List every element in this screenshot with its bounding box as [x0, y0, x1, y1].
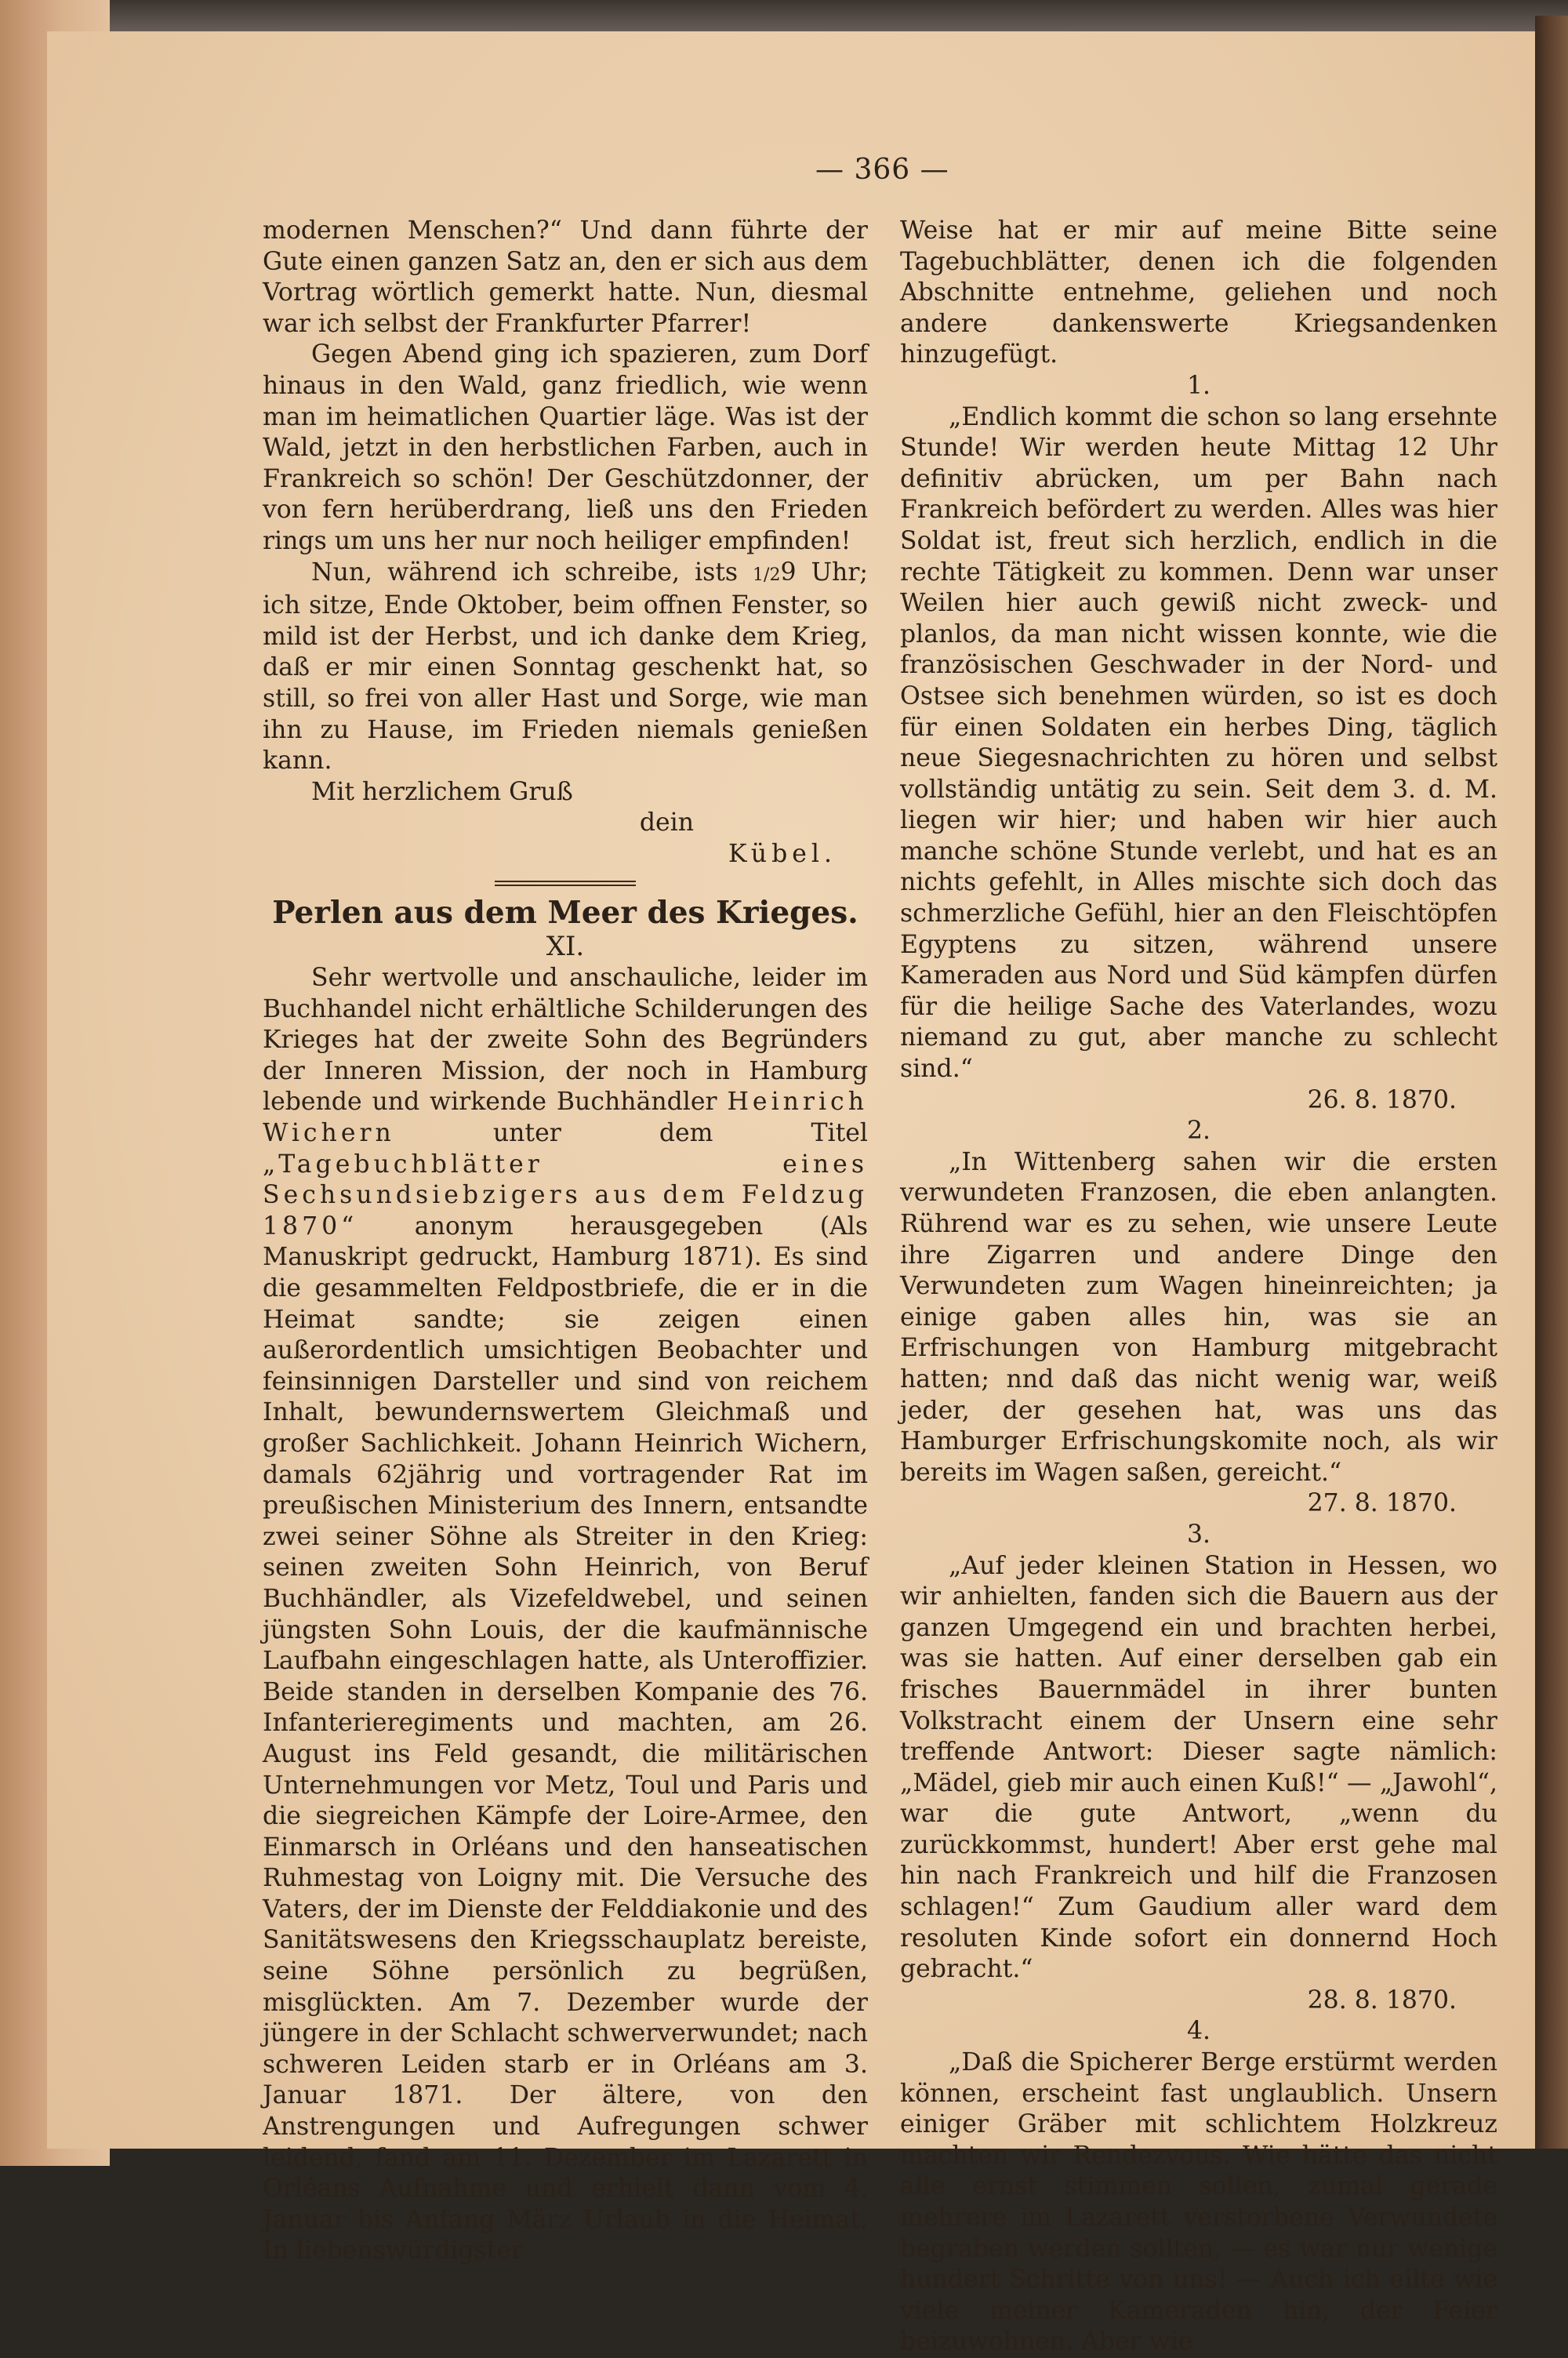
paragraph [263, 558, 868, 777]
section-divider [495, 881, 636, 886]
page-number: — 366 — [815, 154, 949, 186]
section-number: XI. [546, 931, 585, 963]
entry-date: 26. 8. 1870. [1307, 1085, 1457, 1114]
paragraph: modernen Menschen?“ Und dann führte der Gute einen ganzen Satz an, den er sich aus dem Vortrag wörtlich gemerkt hatte. Nun, diesmal war ich selbst der Frankfurter Pfarrer! [263, 216, 868, 338]
text-run: Nun, während ich schreibe, ists [311, 558, 753, 587]
entry-number: 1. [1186, 371, 1211, 400]
entry-number: 4. [1186, 2017, 1211, 2046]
entry-text: „Daß die Spicherer Berge erstürmt werden können, erscheint fast unglaublich. Unsern einiger Gräber mit schlichtem Holzkreuz machten wir Rendezvous. Wie hätte das nicht alle ernst stimmen sollen, zumal gerade mehrere im Lazarett verstorbene Verwundete begraben werden sollten, — es war nur wenige hundert Schritte von uns! — Auch ich eilte wie viele meiner Kameraden hin, der Feier beizuwohnen. Aber wie [900, 2048, 1497, 2356]
text-run: anonym herausgegeben (Als Manuskript gedruckt, Hamburg 1871). Es sind die gesammelten Feldpostbriefe, die er in die Heimat sandte; sie zeigen einen außerordentlich umsichtigen Beobachter und feinsinnigen Darsteller und sind von reichem Inhalt, bewundernswertem Gleichmaß und großer Sachlichkeit. Johann Heinrich Wichern, damals 62jährig und vortragender Rat im preußischen Ministerium des Innern, entsandte zwei seiner Söhne als Streiter in den Krieg: seinen zweiten Sohn Heinrich, von Beruf Buchhändler, als Vizefeldwebel, und seinen jüngsten Sohn Louis, der die kaufmännische Laufbahn eingeschlagen hatte, als Unteroffizier. Beide standen in derselben Kompanie des 76. Infanterieregiments und machten, am 26. August ins Feld gesandt, die militärischen Unternehmungen vor Metz, Toul und Paris und die siegreichen Kämpfe der Loire-Armee, den Einmarsch in Orléans und den hanseatischen Ruhmestag von Loigny mit. Die Versuche des Vaters, der im Dienste der Felddiakonie und des Sanitätswesens den Kriegsschauplatz bereiste, seine Söhne persönlich zu begrüßen, misglückten. Am 7. Dezember wurde der jüngere in der Schlacht schwerverwundet; nach schweren Leiden starb er in Orléans am 3. Januar 1871. Der ältere, von den Anstrengungen und Aufregungen schwer leidend, fand am 11. Dezember im Lazarett in Orléans Aufnahme und erhielt dann vom 4. Januar bis Anfang März Urlaub in die Heimat. In liebenswürdigster [263, 1212, 868, 2265]
paragraph: Gegen Abend ging ich spazieren, zum Dorf hinaus in den Wald, ganz friedlich, wie wenn man im heimatlichen Quartier läge. Was ist der Wald, jetzt in den herbstlichen Farben, auch in Frankreich so schön! Der Geschützdonner, der von fern herüberdrang, ließ uns den Frieden rings um uns her nur noch heiliger empfinden! [263, 340, 868, 555]
entry-date: 27. 8. 1870. [1307, 1489, 1457, 1518]
letter-closing: Mit herzlichem Gruß [311, 777, 573, 806]
fraction: 1/2 [753, 565, 781, 585]
author-name: Heinrich Wichern [263, 1088, 868, 1148]
entry-number: 3. [1186, 1520, 1211, 1549]
signature-name: Kübel. [728, 839, 837, 868]
paragraph: Weise hat er mir auf meine Bitte seine Tagebuchblätter, denen ich die folgenden Abschnitte entnehme, geliehen und noch andere dankenswerte Kriegsandenken hinzugefügt. [900, 216, 1497, 369]
paragraph [263, 963, 868, 2267]
entry-text: „In Wittenberg sahen wir die ersten verwundeten Franzosen, die eben anlangten. Rührend war es zu sehen, wie unsere Leute ihre Zigarren und andere Dinge den Verwundeten zum Wagen hineinreichten; ja einige gaben alles hin, was sie an Erfrischungen von Hamburg mitgebracht hatten; nnd daß das nicht wenig war, weiß jeder, der gesehen hat, was uns das Hamburger Erfrischungskomite noch, als wir bereits im Wagen saßen, gereicht.“ [900, 1147, 1497, 1487]
book-top-edge [0, 0, 1568, 33]
text-run: 9 Uhr; ich sitze, Ende Oktober, beim offnen Fenster, so mild ist der Herbst, und ich danke dem Krieg, daß er mir einen Sonntag geschenkt hat, so still, so frei von aller Hast und Sorge, wie man ihn zu Hause, im Frieden niemals genießen kann. [263, 558, 868, 776]
entry-date: 28. 8. 1870. [1307, 1986, 1457, 2015]
text-run: Sehr wertvolle und anschauliche, leider im Buchhandel nicht erhältliche Schilderungen des Krieges hat der zweite Sohn des Begründers der Inneren Mission, der noch in Hamburg lebende und wirkende Buchhändler [263, 964, 868, 1117]
signature-dein: dein [639, 808, 694, 837]
entry-text: „Endlich kommt die schon so lang ersehnte Stunde! Wir werden heute Mittag 12 Uhr definitiv abrücken, um per Bahn nach Frankreich befördert zu werden. Alles was hier Soldat ist, freut sich herzlich, endlich in die rechte Tätigkeit zu kommen. Denn war unser Weilen hier auch gewiß nicht zweck- und planlos, da man nicht wissen konnte, wie die französischen Geschwader in der Nord- und Ostsee sich benehmen würden, so ist es doch für einen Soldaten ein herbes Ding, täglich neue Siegesnachrichten zu hören und selbst vollständig untätig zu sein. Seit dem 3. d. M. liegen wir hier; und haben wir hier auch manche schöne Stunde verlebt, und hat es an nichts gefehlt, in Alles mischte sich doch das schmerzliche Gefühl, hier an den Fleischtöpfen Egyptens zu sitzen, während unsere Kameraden aus Nord und Süd kämpfen dürfen für die heilige Sache des Vaterlandes, wozu niemand zu gut, aber manche zu schlecht sind.“ [900, 402, 1497, 1084]
book-title: „Tagebuchblätter eines Sechsundsiebzigers aus dem Feldzug 1870“ [263, 1150, 868, 1241]
right-column [900, 216, 1497, 2358]
section-heading: Perlen aus dem Meer des Krieges. [272, 895, 858, 932]
entry-text: „Auf jeder kleinen Station in Hessen, wo wir anhielten, fanden sich die Bauern aus der ganzen Umgegend ein und brachten herbei, was sie hatten. Auf einer derselben gab ein frisches Bauernmädel in ihrer bunten Volkstracht einem der Unsern eine sehr treffende Antwort: Dieser sagte nämlich: „Mädel, gieb mir auch einen Kuß!“ — „Jawohl“, war die gute Antwort, „wenn du zurückkommst, hundert! Aber erst gehe mal hin nach Frankreich und hilf die Franzosen schlagen!“ Zum Gaudium aller ward dem resoluten Kinde sofort ein donnernd Hoch gebracht.“ [900, 1551, 1497, 1984]
text-run: unter dem Titel [394, 1119, 868, 1148]
left-column [263, 216, 868, 2267]
entry-number: 2. [1186, 1117, 1211, 1146]
book-cover-edge-right [1535, 16, 1568, 2149]
